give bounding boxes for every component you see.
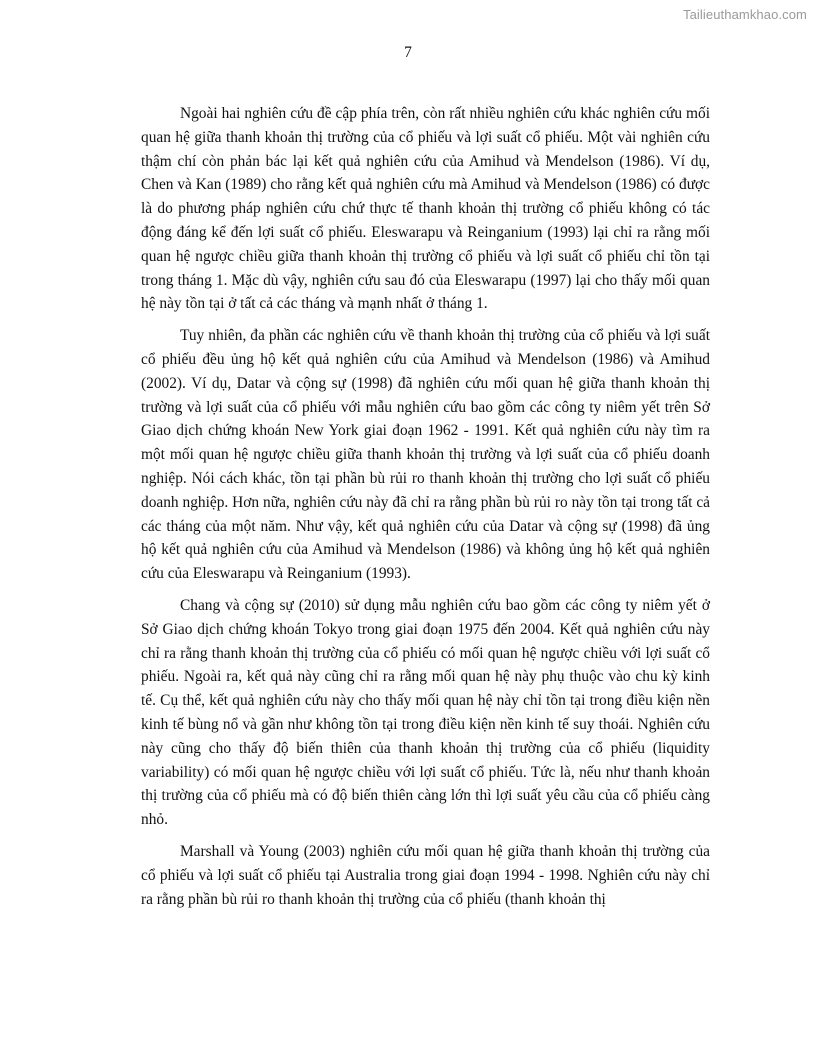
paragraph-1: Ngoài hai nghiên cứu đề cập phía trên, còn rất nhiều nghiên cứu khác nghiên cứu mối quan hệ giữa thanh khoản thị trường của cổ phiếu và lợi suất cổ phiếu. Một vài nghiên cứu thậm chí còn phản bác lại kết quả nghiên cứu của Amihud và Mendelson (1986). Ví dụ, Chen và Kan (1989) cho rằng kết quả nghiên cứu mà Amihud và Mendelson (1986) có được là do phương pháp nghiên cứu chứ thực tế thanh khoản thị trường cổ phiếu không có tác động đáng kể đến lợi suất cổ phiếu. Eleswarapu và Reinganium (1993) lại chỉ ra rằng mối quan hệ ngược chiều giữa thanh khoản thị trường cổ phiếu và lợi suất cổ phiếu chỉ tồn tại trong tháng 1. Mặc dù vậy, nghiên cứu sau đó của Eleswarapu (1997) lại cho thấy mối quan hệ này tồn tại ở tất cả các tháng và mạnh nhất ở tháng 1. xyxy=(141,105,710,313)
watermark: Tailieuthamkhao.com xyxy=(682,7,807,22)
paragraph-2: Tuy nhiên, đa phần các nghiên cứu về thanh khoản thị trường của cổ phiếu và lợi suất cổ phiếu đều ủng hộ kết quả nghiên cứu của Amihud và Mendelson (1986) và Amihud (2002). Ví dụ, Datar và cộng sự (1998) đã nghiên cứu mối quan hệ giữa thanh khoản thị trường và lợi suất của cổ phiếu với mẫu nghiên cứu bao gồm các công ty niêm yết trên Sở Giao dịch chứng khoán New York giai đoạn 1962 - 1991. Kết quả nghiên cứu này tìm ra một mối quan hệ ngược chiều giữa thanh khoản thị trường và lợi suất của cổ phiếu doanh nghiệp. Nói cách khác, tồn tại phần bù rủi ro thanh khoản thị trường cho lợi suất cổ phiếu doanh nghiệp. Hơn nữa, nghiên cứu này đã chỉ ra rằng phần bù rủi ro này tồn tại trong tất cả các tháng của một năm. Như vậy, kết quả nghiên cứu của Datar và cộng sự (1998) đã ủng hộ kết quả nghiên cứu của Amihud và Mendelson (1986) và không ủng hộ kết quả nghiên cứu của Eleswarapu và Reinganium (1993). xyxy=(141,327,710,583)
paragraph-4: Marshall và Young (2003) nghiên cứu mối quan hệ giữa thanh khoản thị trường của cổ phiếu và lợi suất cổ phiếu tại Australia trong giai đoạn 1994 - 1998. Nghiên cứu này chỉ ra rằng phần bù rủi ro thanh khoản thị trường của cổ phiếu (thanh khoản thị xyxy=(141,842,710,908)
page-number: 7 xyxy=(404,44,412,61)
document-body xyxy=(141,102,710,919)
paragraph-3: Chang và cộng sự (2010) sử dụng mẫu nghiên cứu bao gồm các công ty niêm yết ở Sở Giao dịch chứng khoán Tokyo trong giai đoạn 1975 đến 2004. Kết quả nghiên cứu này chỉ ra rằng thanh khoản thị trường của cổ phiếu có mối quan hệ ngược chiều với lợi suất cổ phiếu. Ngoài ra, kết quả này cũng chỉ ra rằng mối quan hệ này phụ thuộc vào chu kỳ kinh tế. Cụ thể, kết quả nghiên cứu này cho thấy mối quan hệ này chỉ tồn tại trong điều kiện nền kinh tế bùng nổ và gần như không tồn tại trong điều kiện nền kinh tế suy thoái. Nghiên cứu này cũng cho thấy độ biến thiên của thanh khoản thị trường của cổ phiếu (liquidity variability) có mối quan hệ ngược chiều với lợi suất cổ phiếu. Tức là, nếu như thanh khoản thị trường của cổ phiếu mà có độ biến thiên càng lớn thì lợi suất yêu cầu của cổ phiếu càng nhỏ. xyxy=(141,596,710,829)
